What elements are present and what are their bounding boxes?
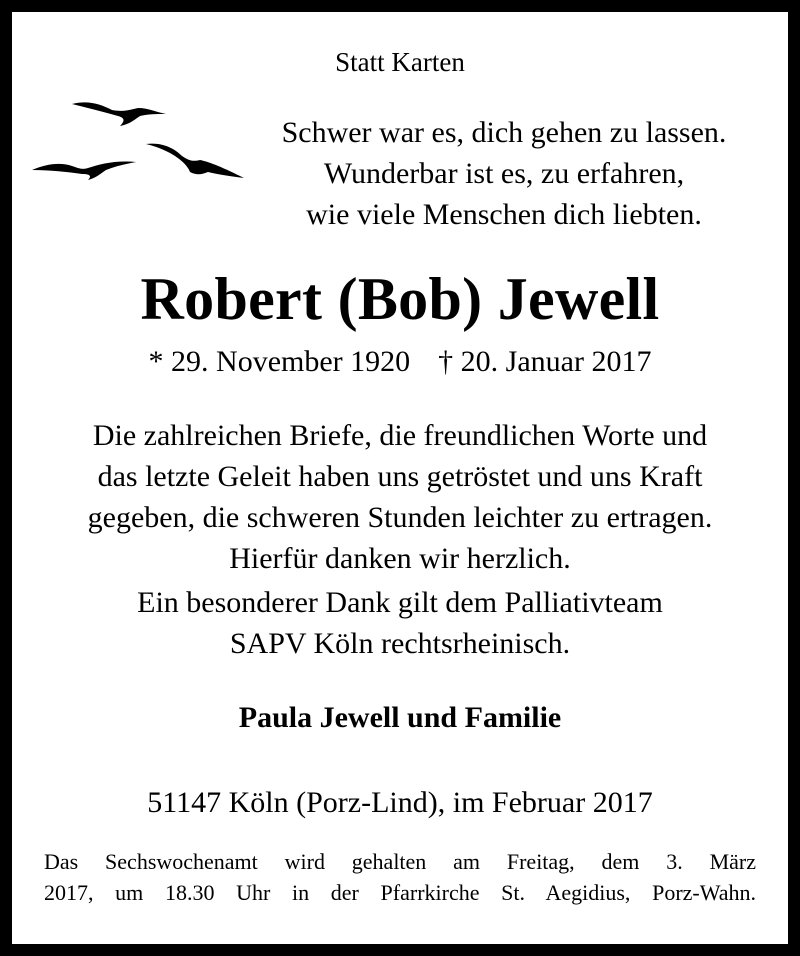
bird-right-icon bbox=[146, 144, 244, 178]
service-announcement bbox=[44, 846, 756, 908]
quote-line: Schwer war es, dich gehen zu lassen. bbox=[281, 116, 727, 149]
special-thanks-line: Ein besonderer Dank gilt dem Palliativteam bbox=[137, 586, 663, 619]
thanks-line: gegeben, die schweren Stunden leichter zu ertragen. bbox=[87, 501, 713, 534]
thanks-line: Die zahlreichen Briefe, die freundlichen Worte und bbox=[92, 419, 708, 452]
bird-left-icon bbox=[32, 161, 136, 180]
special-thanks-paragraph bbox=[0, 582, 800, 664]
birth-date: * 29. November 1920 bbox=[148, 345, 411, 378]
opening-quote bbox=[248, 112, 760, 235]
family-signature: Paula Jewell und Familie bbox=[238, 701, 562, 734]
thanks-line: Hierfür danken wir herzlich. bbox=[229, 542, 571, 575]
flying-birds-icon bbox=[30, 96, 250, 186]
header-statt-karten: Statt Karten bbox=[335, 47, 465, 77]
thanks-line: das letzte Geleit haben uns getröstet und uns Kraft bbox=[97, 460, 703, 493]
place-and-date: 51147 Köln (Porz-Lind), im Februar 2017 bbox=[147, 786, 653, 819]
quote-line: Wunderbar ist es, zu erfahren, bbox=[323, 157, 685, 190]
quote-line: wie viele Menschen dich liebten. bbox=[306, 198, 702, 231]
service-line: 2017, um 18.30 Uhr in der Pfarrkirche St. Aegidius, Porz-Wahn. bbox=[44, 880, 756, 905]
thanks-paragraph bbox=[0, 415, 800, 579]
bird-top-icon bbox=[72, 102, 166, 126]
service-line: Das Sechswochenamt wird gehalten am Freitag, dem 3. März bbox=[44, 849, 756, 874]
deceased-name: Robert (Bob) Jewell bbox=[140, 266, 660, 332]
death-date: † 20. Januar 2017 bbox=[438, 345, 652, 378]
special-thanks-line: SAPV Köln rechtsrheinisch. bbox=[229, 627, 571, 660]
life-dates bbox=[0, 342, 800, 382]
